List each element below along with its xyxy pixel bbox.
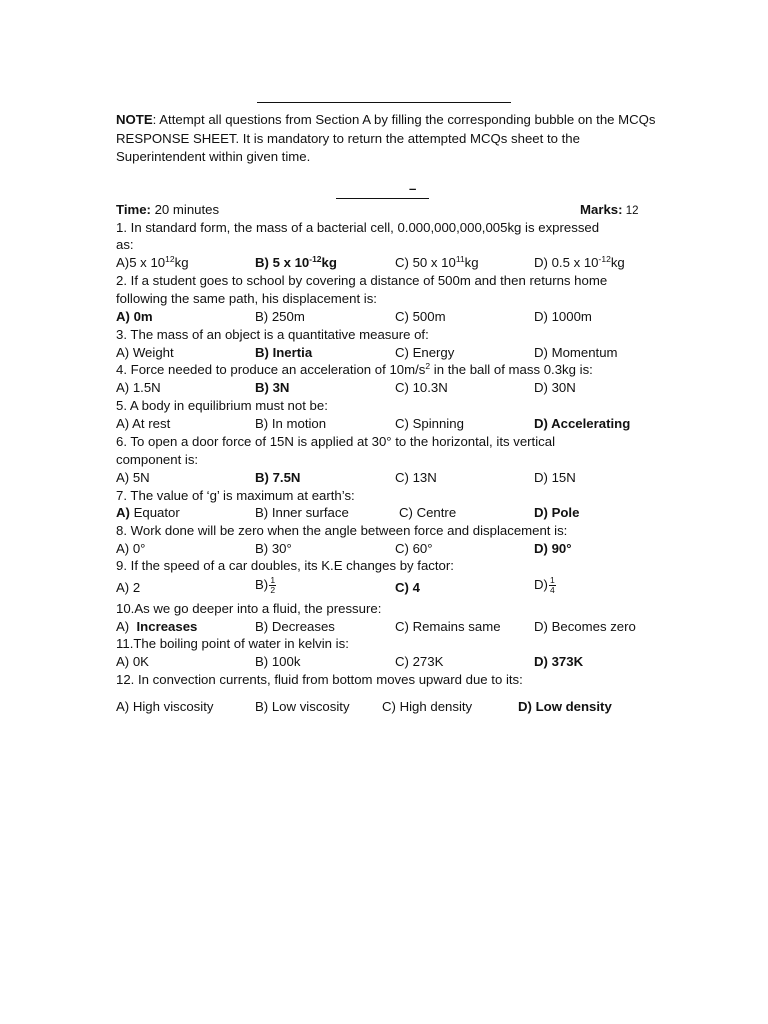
q4-option-d: D) 30N <box>534 380 576 395</box>
q7-option-d: D) Pole <box>534 505 580 520</box>
question-7-text: 7. The value of ‘g’ is maximum at earth’s: <box>116 488 355 503</box>
q1-option-c: C) 50 x $10^{11}kg$ <box>395 254 479 270</box>
time-label: Time: <box>116 202 151 217</box>
q10-option-a: A) Increases <box>116 619 198 634</box>
q10-option-b: B) Decreases <box>255 619 335 634</box>
question-8-text: 8. Work done will be zero when the angle between force and displacement is: <box>116 523 568 538</box>
q3-option-d: D) Momentum <box>534 345 618 360</box>
question-6-text: 6. To open a door force of 15N is applied at 30° to the horizontal, its vertical <box>116 434 556 449</box>
q11-option-d: D) 373K <box>534 654 584 669</box>
q9-option-c: C) 4 <box>395 580 420 595</box>
marks-row <box>580 201 639 220</box>
q12-option-a: A) High viscosity <box>116 699 214 714</box>
q11-option-c: C) 273K <box>395 654 444 669</box>
q1-option-a: A)5 x $10^{12}kg$ <box>116 254 189 270</box>
q6-option-b: B) 7.5N <box>255 470 301 485</box>
q3-option-b: B) Inertia <box>255 345 313 360</box>
fraction-quarter: $\frac{1}{4}$ <box>550 575 555 596</box>
q5-option-d: D) Accelerating <box>534 416 631 431</box>
q3-option-c: C) Energy <box>395 345 455 360</box>
question-9-text: 9. If the speed of a car doubles, its K.E changes by factor: <box>116 558 454 573</box>
q4-option-c: C) 10.3N <box>395 380 448 395</box>
q6-option-c: C) 13N <box>395 470 437 485</box>
q12-option-d: D) Low density <box>518 699 612 714</box>
question-2-text-cont: following the same path, his displacement is: <box>116 291 377 306</box>
question-1-text-cont: as: <box>116 237 134 252</box>
question-12-text: 12. In convection currents, fluid from bottom moves upward due to its: <box>116 672 523 687</box>
q7-option-b: B) Inner surface <box>255 505 349 520</box>
section-underline <box>336 198 429 199</box>
q2-option-c: C) 500m <box>395 309 446 324</box>
q1-option-b: B) 5 x $10^{-12}kg$ <box>255 254 337 270</box>
marks-value: 12 <box>622 205 639 217</box>
q7-option-a: A) Equator <box>116 505 180 520</box>
fraction-half: $\frac{1}{2}$ <box>270 575 276 596</box>
q12-option-c: C) High density <box>382 699 473 714</box>
q4-option-b: B) 3N <box>255 380 290 395</box>
question-2-text: 2. If a student goes to school by covering a distance of 500m and then returns home <box>116 273 608 288</box>
instructions-note <box>116 111 656 167</box>
time-value: 20 minutes <box>150 202 220 217</box>
q3-option-a: A) Weight <box>116 345 174 360</box>
q9-option-a: A) 2 <box>116 580 141 595</box>
q8-option-b: B) 30° <box>255 541 292 556</box>
title-underline <box>257 102 511 103</box>
q2-option-b: B) 250m <box>255 309 305 324</box>
q5-option-c: C) Spinning <box>395 416 464 431</box>
question-6-text-cont: component is: <box>116 452 199 467</box>
q12-option-b: B) Low viscosity <box>255 699 350 714</box>
q6-option-a: A) 5N <box>116 470 150 485</box>
q4-option-a: A) 1.5N <box>116 380 161 395</box>
q10-option-c: C) Remains same <box>395 619 501 634</box>
q11-option-b: B) 100k <box>255 654 301 669</box>
question-11-text: 11.The boiling point of water in kelvin is: <box>116 636 349 651</box>
marks-label: Marks: <box>580 202 623 217</box>
note-label: NOTE <box>116 112 153 127</box>
q2-option-a: A) 0m <box>116 309 153 324</box>
q5-option-b: B) In motion <box>255 416 327 431</box>
question-10-text: 10.As we go deeper into a fluid, the pressure: <box>116 601 382 616</box>
q6-option-d: D) 15N <box>534 470 576 485</box>
q11-option-a: A) 0K <box>116 654 149 669</box>
q8-option-c: C) 60° <box>395 541 433 556</box>
q8-option-d: D) 90° <box>534 541 572 556</box>
q9-option-b: B) $\frac{1}{2}$ <box>255 575 276 596</box>
q9-option-d: D) $\frac{1}{4}$ <box>534 575 555 596</box>
q5-option-a: A) At rest <box>116 416 171 431</box>
question-1-text: 1. In standard form, the mass of a bacterial cell, 0.000,000,000,005kg is expressed <box>116 220 600 235</box>
question-5-text: 5. A body in equilibrium must not be: <box>116 398 328 413</box>
section-mark: – <box>409 181 417 196</box>
q7-option-c: C) Centre <box>399 505 457 520</box>
time-row <box>116 201 219 219</box>
q8-option-a: A) 0° <box>116 541 146 556</box>
note-text: : Attempt all questions from Section A by filling the corresponding bubble on the MCQs RESPONSE SHEET. It is mandatory to return the attempted MCQs sheet to the Superintendent within given time. <box>116 112 656 164</box>
q1-option-d: D) 0.5 x $10^{-12}kg$ <box>534 254 625 270</box>
q2-option-d: D) 1000m <box>534 309 592 324</box>
question-4-text: 4. Force needed to produce an acceleration of $10m/s^2$ in the ball of mass 0.3kg is: <box>116 361 593 377</box>
q10-option-d: D) Becomes zero <box>534 619 636 634</box>
question-3-text: 3. The mass of an object is a quantitative measure of: <box>116 327 429 342</box>
